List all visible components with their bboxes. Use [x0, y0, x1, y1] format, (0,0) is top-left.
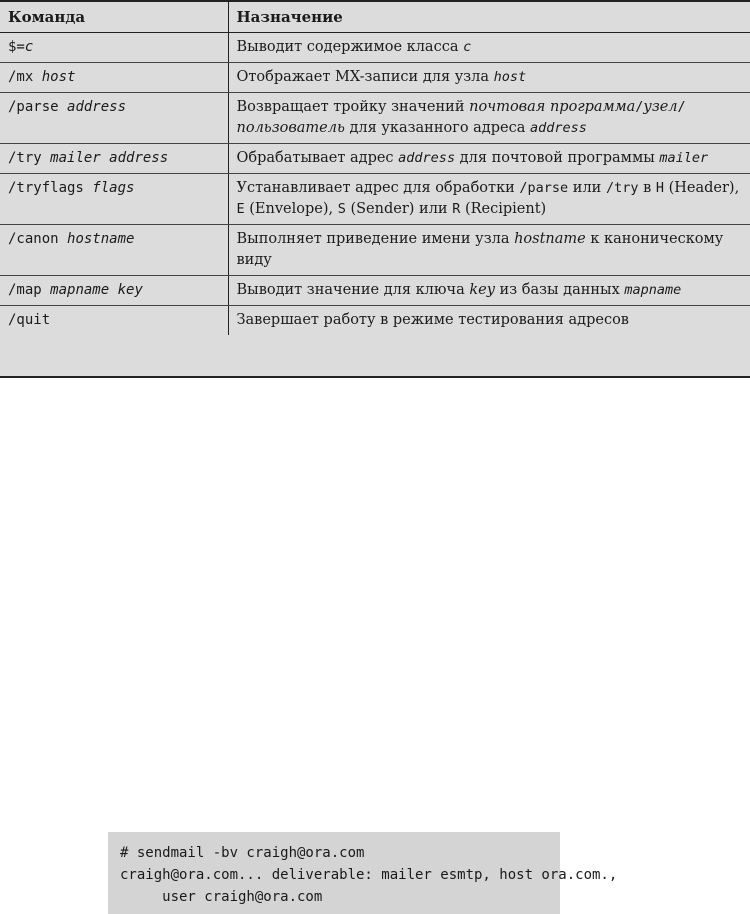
command-cell: [0, 33, 228, 63]
description-text: Выполняет приведение имени узла: [236, 231, 515, 247]
command-cell: [0, 276, 228, 306]
table-header-row: [0, 2, 750, 33]
command-param: c: [24, 39, 34, 55]
table-row: [0, 306, 750, 336]
description-text: почтовая программа: [469, 99, 636, 115]
command-name: $=: [8, 39, 25, 55]
description-cell: [228, 33, 750, 63]
command-name: /mx: [8, 69, 42, 85]
command-param: mailer address: [50, 150, 169, 166]
command-table-section: [0, 0, 750, 378]
command-param: host: [41, 69, 76, 85]
description-cell: [228, 306, 750, 336]
command-param: address: [67, 99, 127, 115]
terminal-line: craigh@ora.com... deliverable: mailer esmtp, host ora.com.,: [120, 867, 618, 883]
blank-area: [0, 378, 750, 832]
description-text: (Recipient): [460, 201, 547, 217]
command-param: mapname key: [50, 282, 143, 298]
description-text: Обрабатывает адрес: [236, 150, 399, 166]
header-command: Команда: [0, 2, 228, 33]
table-row: [0, 276, 750, 306]
command-cell: [0, 144, 228, 174]
description-text: hostname: [514, 231, 586, 247]
command-table: [0, 2, 750, 335]
table-row: [0, 63, 750, 93]
description-text: S: [337, 201, 346, 217]
description-text: mailer: [659, 150, 709, 166]
command-cell: [0, 225, 228, 276]
table-row: [0, 174, 750, 225]
terminal-line: # sendmail -bv craigh@ora.com: [120, 845, 365, 861]
description-text: (Envelope),: [244, 201, 338, 217]
description-text: H: [655, 180, 664, 196]
table-row: [0, 144, 750, 174]
command-param: flags: [92, 180, 135, 196]
command-cell: [0, 63, 228, 93]
description-text: R: [452, 201, 461, 217]
header-purpose: Назначение: [228, 2, 750, 33]
description-text: mapname: [624, 282, 682, 298]
description-text: для указанного адреса: [344, 120, 530, 136]
description-text: /: [677, 99, 686, 115]
description-cell: [228, 276, 750, 306]
description-text: host: [493, 69, 527, 85]
description-text: Возвращает тройку значений: [236, 99, 470, 115]
description-text: Отображает MX-записи для узла: [236, 69, 494, 85]
command-cell: [0, 93, 228, 144]
description-text: key: [469, 282, 495, 298]
description-text: или: [568, 180, 606, 196]
command-name: /try: [8, 150, 51, 166]
description-text: Выводит содержимое класса: [236, 39, 464, 55]
description-text: узел: [643, 99, 678, 115]
command-name: /parse: [8, 99, 68, 115]
description-cell: [228, 63, 750, 93]
description-text: /: [635, 99, 644, 115]
description-cell: [228, 225, 750, 276]
description-text: Устанавливает адрес для обработки: [236, 180, 520, 196]
description-text: (Header),: [664, 180, 740, 196]
description-text: /parse: [519, 180, 569, 196]
description-text: c: [463, 39, 472, 55]
table-row: [0, 93, 750, 144]
description-cell: [228, 144, 750, 174]
description-cell: [228, 174, 750, 225]
table-row: [0, 225, 750, 276]
command-name: /map: [8, 282, 51, 298]
description-text: Завершает работу в режиме тестирования адресов: [236, 312, 629, 328]
description-text: пользователь: [236, 120, 345, 136]
command-name: /canon: [8, 231, 68, 247]
command-name: /tryflags: [8, 180, 93, 196]
command-param: hostname: [67, 231, 135, 247]
description-text: (Sender) или: [345, 201, 453, 217]
description-text: для почтовой программы: [455, 150, 660, 166]
description-text: из базы данных: [494, 282, 625, 298]
description-cell: [228, 93, 750, 144]
description-text: E: [236, 201, 245, 217]
description-text: address: [529, 120, 587, 136]
command-name: /quit: [8, 312, 51, 328]
description-text: /try: [605, 180, 639, 196]
table-body: [0, 33, 750, 336]
description-text: к каноническому виду: [236, 231, 724, 268]
command-cell: [0, 306, 228, 336]
table-row: [0, 33, 750, 63]
description-text: в: [638, 180, 656, 196]
description-text: Выводит значение для ключа: [236, 282, 470, 298]
terminal-listing: [108, 832, 618, 914]
terminal-line: user craigh@ora.com: [120, 889, 323, 905]
command-cell: [0, 174, 228, 225]
description-text: address: [398, 150, 456, 166]
